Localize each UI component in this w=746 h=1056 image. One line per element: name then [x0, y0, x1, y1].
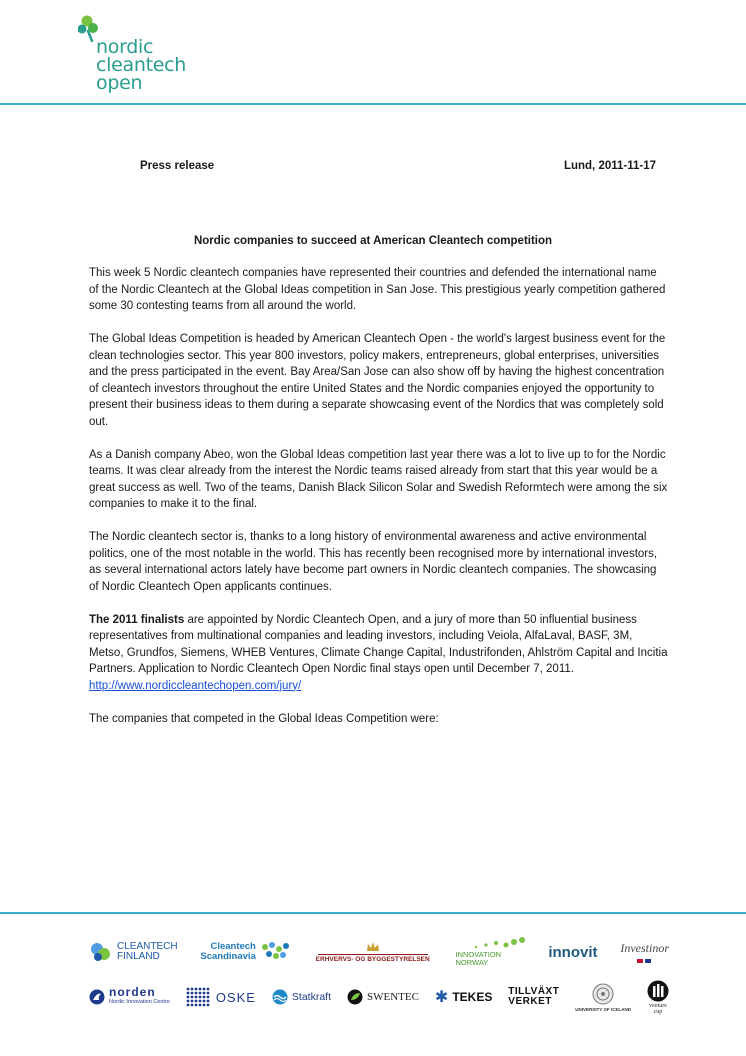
- erhvervs-logo: [313, 941, 433, 963]
- cleantech-scandinavia-line-1: Cleantech: [210, 941, 256, 952]
- innovation-norway-line-1: INNOVATION: [455, 950, 502, 959]
- venture-cup-line-1: venture: [648, 1002, 667, 1009]
- cleantech-scandinavia-icon: [260, 941, 290, 963]
- cleantech-finland-line-1: CLEANTECH: [117, 941, 178, 952]
- paragraph-5: [89, 612, 669, 695]
- swentec-leaf-icon: [347, 989, 363, 1005]
- nordic-cleantech-open-logo: [78, 14, 218, 94]
- statkraft-logo: [272, 989, 331, 1005]
- statkraft-wave-icon: [272, 989, 288, 1005]
- innovation-norway-logo: [456, 937, 526, 967]
- norden-swan-icon: [89, 989, 105, 1005]
- university-seal-icon: [592, 983, 614, 1005]
- oske-text: OSKE: [215, 989, 256, 1005]
- jury-link[interactable]: http://www.nordiccleantechopen.com/jury/: [89, 679, 302, 692]
- innovation-norway-line-2: NORWAY: [455, 958, 489, 967]
- document-title: Nordic companies to succeed at American Cleantech competition: [193, 235, 553, 247]
- finalists-text: are appointed by Nordic Cleantech Open, and a jury of more than 50 influential business representatives from multinational companies and leading investors, including Veiola, AlfaLaval, BASF, 3M, Metso, Grundfos, Siemens, WHEB Ventures, Climate Change Capital, Industrifonden, Ahlström Capital and Incitia Partners. Application to Nordic Cleantech Open Nordic final stays open until December 7, 2011.: [89, 613, 668, 675]
- cleantech-finland-logo: [89, 940, 178, 964]
- investinor-logo: [620, 941, 669, 964]
- tillvaxt-line-1: TILLVÄXT: [508, 986, 560, 997]
- swentec-logo: [347, 989, 419, 1005]
- sponsor-row-2: [89, 977, 669, 1017]
- university-of-iceland-logo: [575, 983, 631, 1012]
- logo-line-2: cleantech: [96, 54, 187, 76]
- cleantech-scandinavia-logo: [200, 941, 289, 963]
- sponsor-row-1: [89, 932, 669, 972]
- tekes-star-icon: ✱: [434, 989, 449, 1006]
- venture-cup-icon: [647, 980, 669, 1002]
- tillvaxtverket-logo: [508, 987, 559, 1007]
- university-text: UNIVERSITY OF ICELAND: [575, 1006, 631, 1012]
- erhvervs-text: ERHVERVS- OG BYGGESTYRELSEN: [315, 956, 430, 963]
- investinor-flag-icon: [635, 958, 655, 964]
- cleantech-finland-icon: [89, 940, 113, 964]
- logo-wordmark: [96, 38, 186, 92]
- finalists-heading: The 2011 finalists: [89, 613, 185, 626]
- venture-cup-line-2: cup: [653, 1008, 663, 1015]
- logo-line-1: nordic: [96, 36, 154, 58]
- oske-logo: [186, 987, 256, 1007]
- date-label: Lund, 2011-11-17: [563, 160, 656, 172]
- cleantech-finland-line-2: FINLAND: [117, 951, 160, 962]
- logo-line-3: open: [96, 72, 143, 94]
- crown-icon: [366, 941, 380, 953]
- tillvaxt-line-2: VERKET: [508, 996, 552, 1007]
- paragraph-6: The companies that competed in the Global Ideas Competition were:: [89, 712, 439, 725]
- footer-divider: [0, 912, 746, 914]
- sponsor-logos: [89, 932, 669, 1032]
- norden-logo: [89, 987, 170, 1007]
- statkraft-text: Statkraft: [291, 991, 332, 1003]
- oske-grid-icon: [186, 987, 212, 1007]
- innovation-norway-dots-icon: [456, 937, 526, 951]
- tekes-text: TEKES: [452, 990, 493, 1004]
- document-body: [89, 265, 669, 744]
- innovit-text: innovit: [548, 943, 598, 961]
- venture-cup-logo: [647, 980, 669, 1015]
- paragraph-1: This week 5 Nordic cleantech companies have represented their countries and defended the international name of the Nordic Cleantech at the Global Ideas competition in San Jose. This prestigious yearly competition gathered some 30 contesting teams from all around the world.: [89, 267, 666, 312]
- investinor-text: Investinor: [620, 940, 669, 955]
- tekes-logo: [435, 987, 492, 1007]
- press-release-label: Press release: [140, 160, 215, 172]
- paragraph-2: The Global Ideas Competition is headed by American Cleantech Open - the world's largest business event for the clean technologies sector. This year 800 investors, policy makers, entrepreneurs, global enterprises, universities and the press participated in the event. Bay Area/San Jose can also show off by having the highest concentration of cleantech investors throughout the entire United States and the Nordic companies enjoyed the opportunity to present their business ideas to them during a separate showcasing event of the Nordics that was completely sold out.: [89, 333, 666, 428]
- swentec-text: SWENTEC: [366, 991, 419, 1003]
- cleantech-scandinavia-line-2: Scandinavia: [200, 951, 256, 962]
- paragraph-4: The Nordic cleantech sector is, thanks to a long history of environmental awareness and active environmental politics, one of the most notable in the world. This has recently been recognised more by international investors, as several international actors lately have become part owners in Nordic cleantech companies. The showcasing of Nordic Cleantech Open applicants continues.: [89, 531, 658, 593]
- norden-subtext: Nordic Innovation Centre: [109, 999, 170, 1005]
- paragraph-3: As a Danish company Abeo, won the Global Ideas competition last year there was a lot to live up to for the Nordic teams. It was clear already from the interest the Nordic teams raised already from start that this year would be a great success as well. Two of the teams, Danish Black Silicon Solar and Swedish Reformtech were among the six companies to make it to the final.: [89, 448, 668, 510]
- innovit-logo: [548, 944, 597, 961]
- header-divider: [0, 103, 746, 105]
- norden-text: norden: [109, 985, 156, 999]
